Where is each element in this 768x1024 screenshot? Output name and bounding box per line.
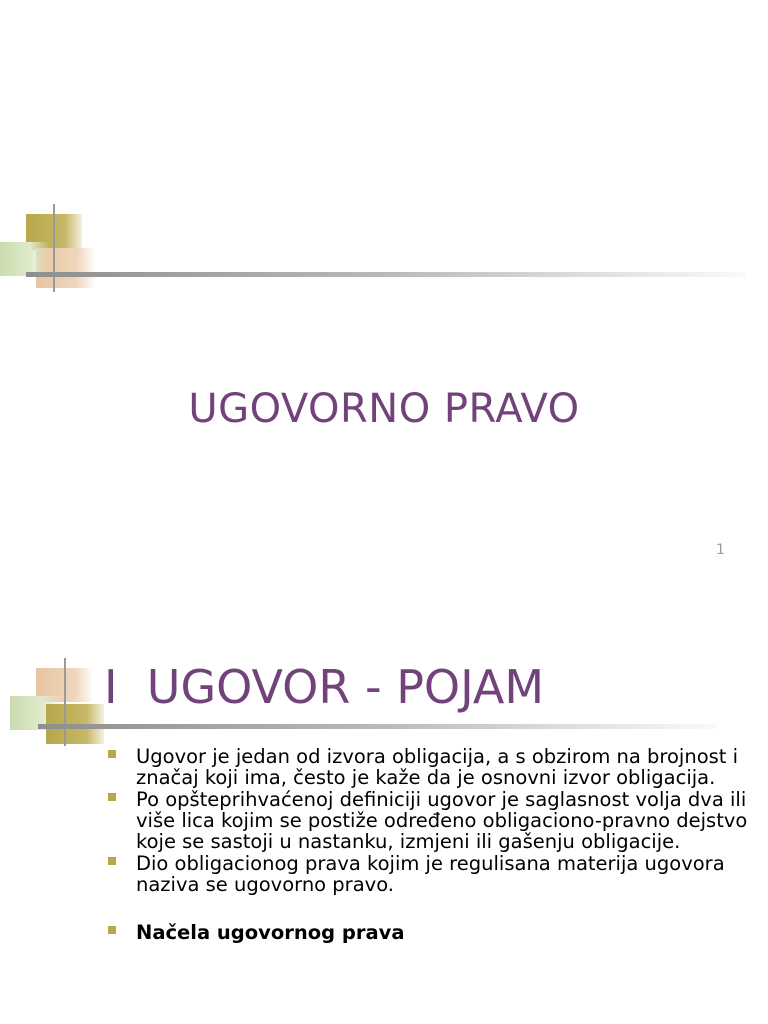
slide-title: I UGOVOR - POJAM <box>104 660 545 714</box>
bullet-list <box>108 746 748 944</box>
square-bullet-icon <box>108 857 116 865</box>
square-bullet-icon <box>108 926 116 934</box>
slide-title: UGOVORNO PRAVO <box>188 386 580 432</box>
bullet-text: Po opšteprihvaćenoj definiciji ugovor je saglasnost volja dva ili više lica kojim se postiže određeno obligaciono-pravno dejstvo koje se sastoji u nastanku, izmjeni ili gašenju obligacije. <box>136 788 748 853</box>
square-bullet-icon <box>108 750 116 758</box>
bullet-text: Ugovor je jedan od izvora obligacija, a s obzirom na brojnost i značaj koji ima, često je kaže da je osnovni izvor obligacija. <box>136 745 739 789</box>
list-item <box>108 746 748 788</box>
list-item <box>108 922 748 943</box>
header-divider <box>26 272 746 277</box>
bullet-text: Načela ugovornog prava <box>136 921 405 944</box>
square-bullet-icon <box>108 793 116 801</box>
page-number: 1 <box>716 542 725 558</box>
list-item <box>108 789 748 852</box>
bullet-text: Dio obligacionog prava kojim je regulisana materija ugovora naziva se ugovorno pravo. <box>136 852 725 896</box>
list-item <box>108 853 748 895</box>
header-divider <box>38 724 718 729</box>
content-slide <box>0 600 768 1024</box>
